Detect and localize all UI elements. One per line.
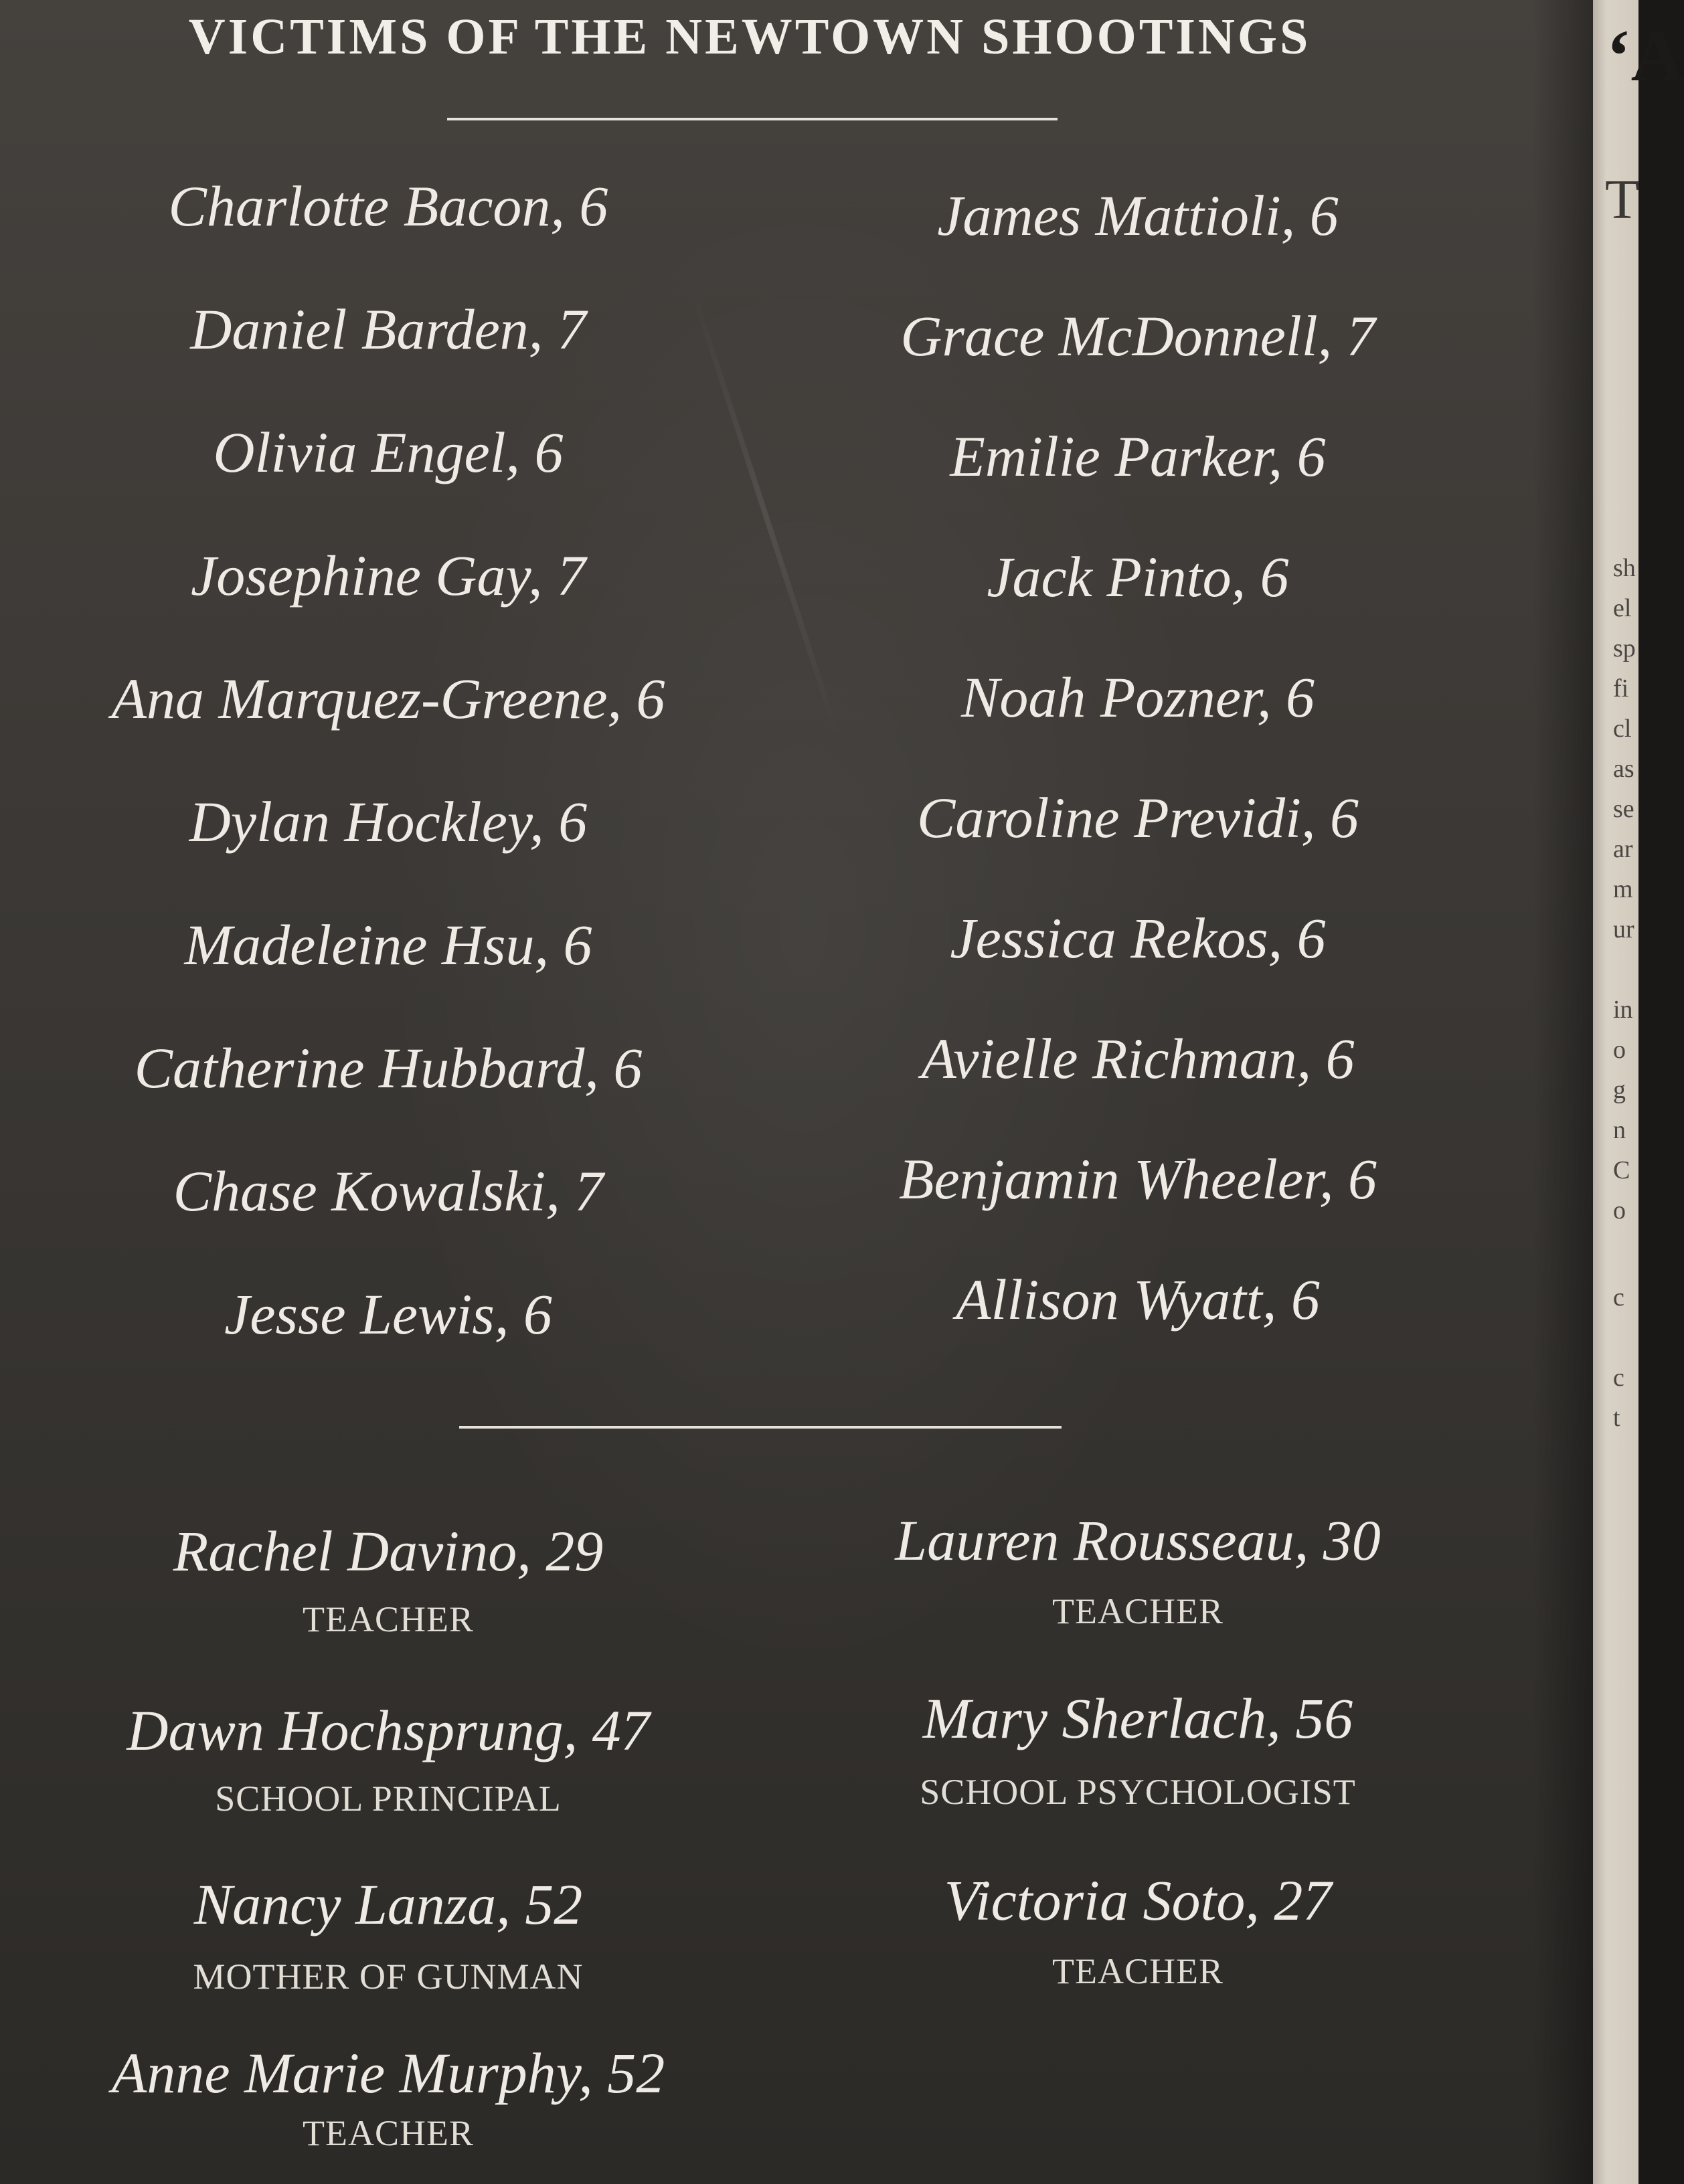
adult-role: SCHOOL PRINCIPAL bbox=[215, 1779, 562, 1819]
deck-initial: T bbox=[1605, 169, 1640, 231]
child-name: Emilie Parker, 6 bbox=[950, 424, 1326, 488]
child-name: Ana Marquez-Greene, 6 bbox=[111, 666, 665, 731]
top-divider bbox=[447, 118, 1058, 120]
text-fragment: o bbox=[1613, 1196, 1626, 1224]
child-name: Jesse Lewis, 6 bbox=[224, 1282, 552, 1346]
adult-role: TEACHER bbox=[303, 2113, 474, 2153]
text-fragment: el bbox=[1613, 594, 1632, 622]
child-name: James Mattioli, 6 bbox=[937, 183, 1339, 248]
child-name: Catherine Hubbard, 6 bbox=[134, 1036, 643, 1100]
middle-divider bbox=[459, 1426, 1062, 1429]
adjacent-newspaper-page bbox=[1593, 0, 1684, 2184]
adult-name: Victoria Soto, 27 bbox=[944, 1868, 1332, 1932]
child-name: Madeleine Hsu, 6 bbox=[184, 913, 592, 977]
text-fragment: ur bbox=[1613, 915, 1634, 943]
child-name: Daniel Barden, 7 bbox=[190, 297, 586, 361]
adult-role: TEACHER bbox=[1052, 1951, 1224, 1991]
text-fragment: n bbox=[1613, 1116, 1626, 1144]
adult-name: Nancy Lanza, 52 bbox=[193, 1872, 583, 1936]
child-name: Jessica Rekos, 6 bbox=[950, 906, 1326, 970]
adult-name: Lauren Rousseau, 30 bbox=[895, 1508, 1381, 1572]
child-name: Allison Wyatt, 6 bbox=[956, 1267, 1320, 1332]
text-fragment: ar bbox=[1613, 835, 1633, 863]
child-name: Avielle Richman, 6 bbox=[921, 1026, 1355, 1091]
adult-name: Dawn Hochsprung, 47 bbox=[127, 1698, 650, 1762]
headline-fragment: ‘A bbox=[1606, 15, 1684, 96]
text-fragment: t bbox=[1613, 1404, 1620, 1432]
adult-name: Anne Marie Murphy, 52 bbox=[111, 2041, 665, 2105]
text-fragment: in bbox=[1613, 996, 1633, 1024]
child-name: Josephine Gay, 7 bbox=[191, 543, 586, 608]
text-fragment: cl bbox=[1613, 715, 1632, 743]
text-fragment: o bbox=[1613, 1036, 1626, 1064]
child-name: Jack Pinto, 6 bbox=[987, 545, 1289, 609]
text-fragment: m bbox=[1613, 875, 1633, 903]
text-fragment: as bbox=[1613, 755, 1634, 783]
text-fragment: g bbox=[1613, 1076, 1626, 1104]
text-fragment: C bbox=[1613, 1156, 1630, 1184]
adult-name: Rachel Davino, 29 bbox=[173, 1519, 604, 1583]
text-fragment: sh bbox=[1613, 554, 1636, 582]
text-fragment: se bbox=[1613, 795, 1634, 823]
adult-role: MOTHER OF GUNMAN bbox=[193, 1956, 584, 1997]
child-name: Olivia Engel, 6 bbox=[213, 420, 564, 484]
child-name: Benjamin Wheeler, 6 bbox=[898, 1147, 1377, 1211]
adult-role: TEACHER bbox=[1052, 1591, 1224, 1631]
adult-name: Mary Sherlach, 56 bbox=[922, 1686, 1353, 1750]
child-name: Charlotte Bacon, 6 bbox=[168, 174, 608, 238]
text-fragment: fi bbox=[1613, 674, 1629, 703]
child-name: Dylan Hockley, 6 bbox=[189, 790, 588, 854]
child-name: Noah Pozner, 6 bbox=[961, 665, 1315, 729]
page-title: VICTIMS OF THE NEWTOWN SHOOTINGS bbox=[188, 9, 1311, 65]
child-name: Grace McDonnell, 7 bbox=[900, 304, 1375, 368]
child-name: Caroline Previdi, 6 bbox=[916, 786, 1359, 850]
text-fragment: c bbox=[1613, 1364, 1624, 1392]
adult-role: TEACHER bbox=[303, 1599, 474, 1639]
text-fragment: c bbox=[1613, 1283, 1624, 1311]
text-fragment: sp bbox=[1613, 634, 1636, 662]
child-name: Chase Kowalski, 7 bbox=[173, 1159, 604, 1223]
adult-role: SCHOOL PSYCHOLOGIST bbox=[920, 1772, 1356, 1812]
